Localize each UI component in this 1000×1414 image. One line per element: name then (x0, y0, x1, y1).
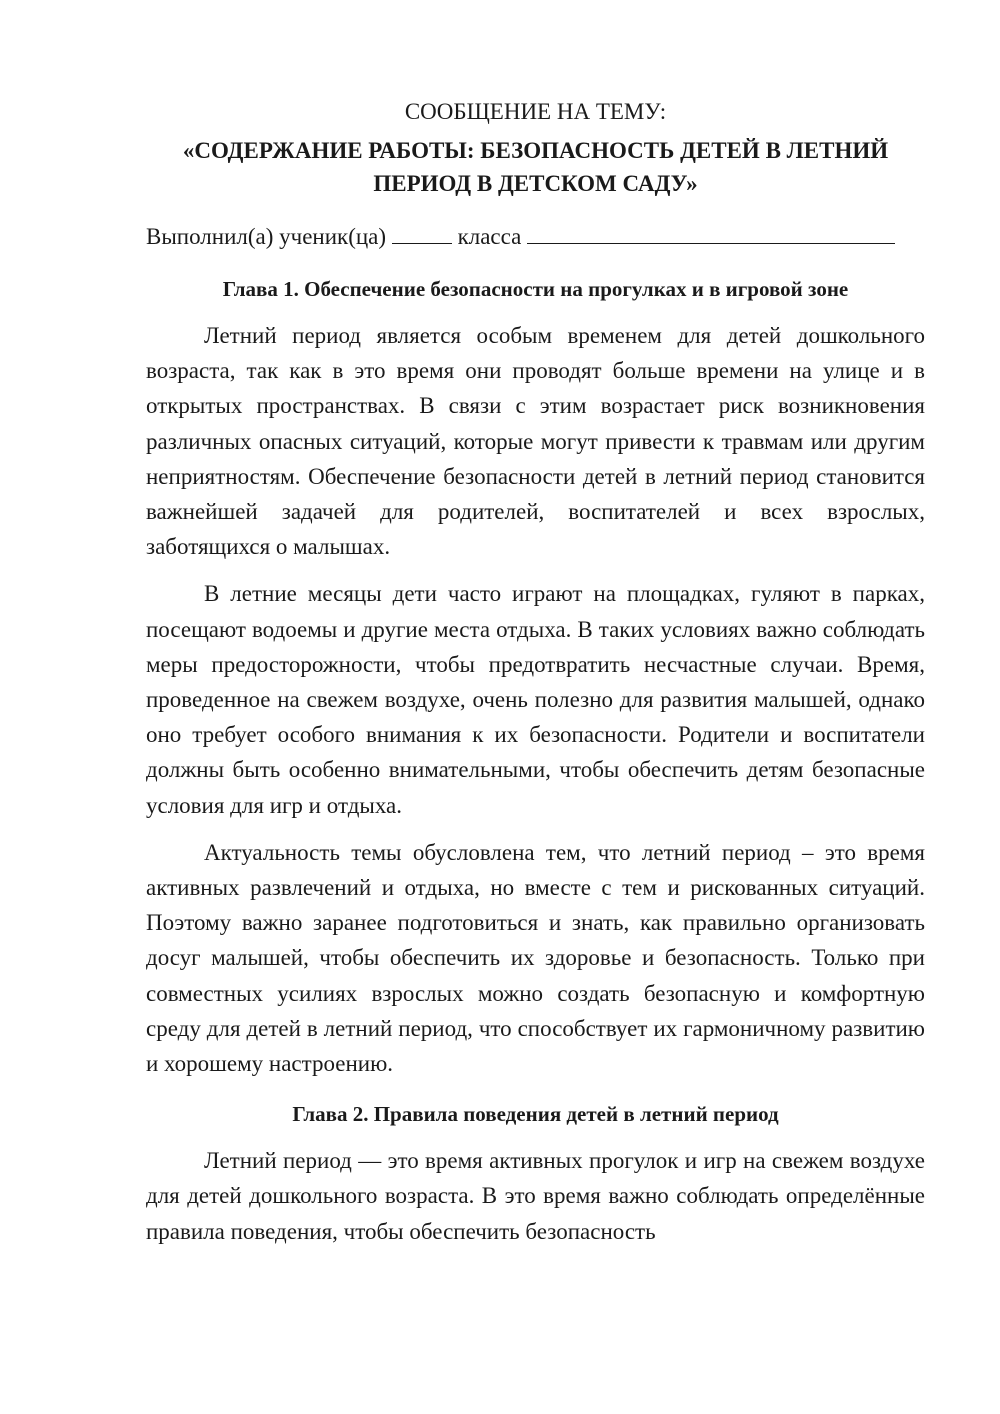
chapter-1-paragraph-1: Летний период является особым временем для детей дошкольного возраста, так как в это время они проводят больше времени на улице и в открытых пространствах. В связи с этим возрастает риск возникновения различных опасных ситуаций, которые могут привести к травмам или другим неприятностям. Обеспечение безопасности детей в летний период становится важнейшей задачей для родителей, воспитателей и всех взрослых, заботящихся о малышах. (146, 323, 925, 560)
chapter-1-heading: Глава 1. Обеспечение безопасности на прогулках и в игровой зоне (222, 277, 849, 301)
author-name-blank (527, 221, 895, 244)
document-header: СООБЩЕНИЕ НА ТЕМУ: (404, 99, 667, 124)
chapter-2-paragraph-1: Летний период — это время активных прогулок и игр на свежем воздухе для детей дошкольного возраста. В это время важно соблюдать определённые правила поведения, чтобы обеспечить безопасность (146, 1148, 925, 1244)
chapter-2-heading: Глава 2. Правила поведения детей в летний период (292, 1102, 779, 1127)
author-prefix: Выполнил(а) ученик(ца) (146, 224, 387, 249)
chapter-1-paragraph-2: В летние месяцы дети часто играют на площадках, гуляют в парках, посещают водоемы и другие места отдыха. В таких условиях важно соблюдать меры предосторожности, чтобы предотвратить несчастные случаи. Время, проведенное на свежем воздухе, очень полезно для развития малышей, однако оно требует особого внимания к их безопасности. Родители и воспитатели должны быть особенно внимательными, чтобы обеспечить детям безопасные условия для игр и отдыха. (146, 581, 925, 818)
chapter-1-paragraph-3: Актуальность темы обусловлена тем, что летний период – это время активных развлечений и отдыха, но вместе с тем и рискованных ситуаций. Поэтому важно заранее подготовиться и знать, как правильно организовать досуг малышей, чтобы обеспечить их здоровье и безопасность. Только при совместных усилиях взрослых можно создать безопасную и комфортную среду для детей в летний период, что способствует их гармоничному развитию и хорошему настроению. (146, 839, 925, 1077)
author-line (146, 220, 925, 254)
class-number-blank (392, 221, 452, 244)
document-title: «СОДЕРЖАНИЕ РАБОТЫ: БЕЗОПАСНОСТЬ ДЕТЕЙ В ЛЕТНИЙ ПЕРИОД В ДЕТСКОМ САДУ» (182, 138, 889, 196)
author-class-word: класса (457, 224, 522, 249)
